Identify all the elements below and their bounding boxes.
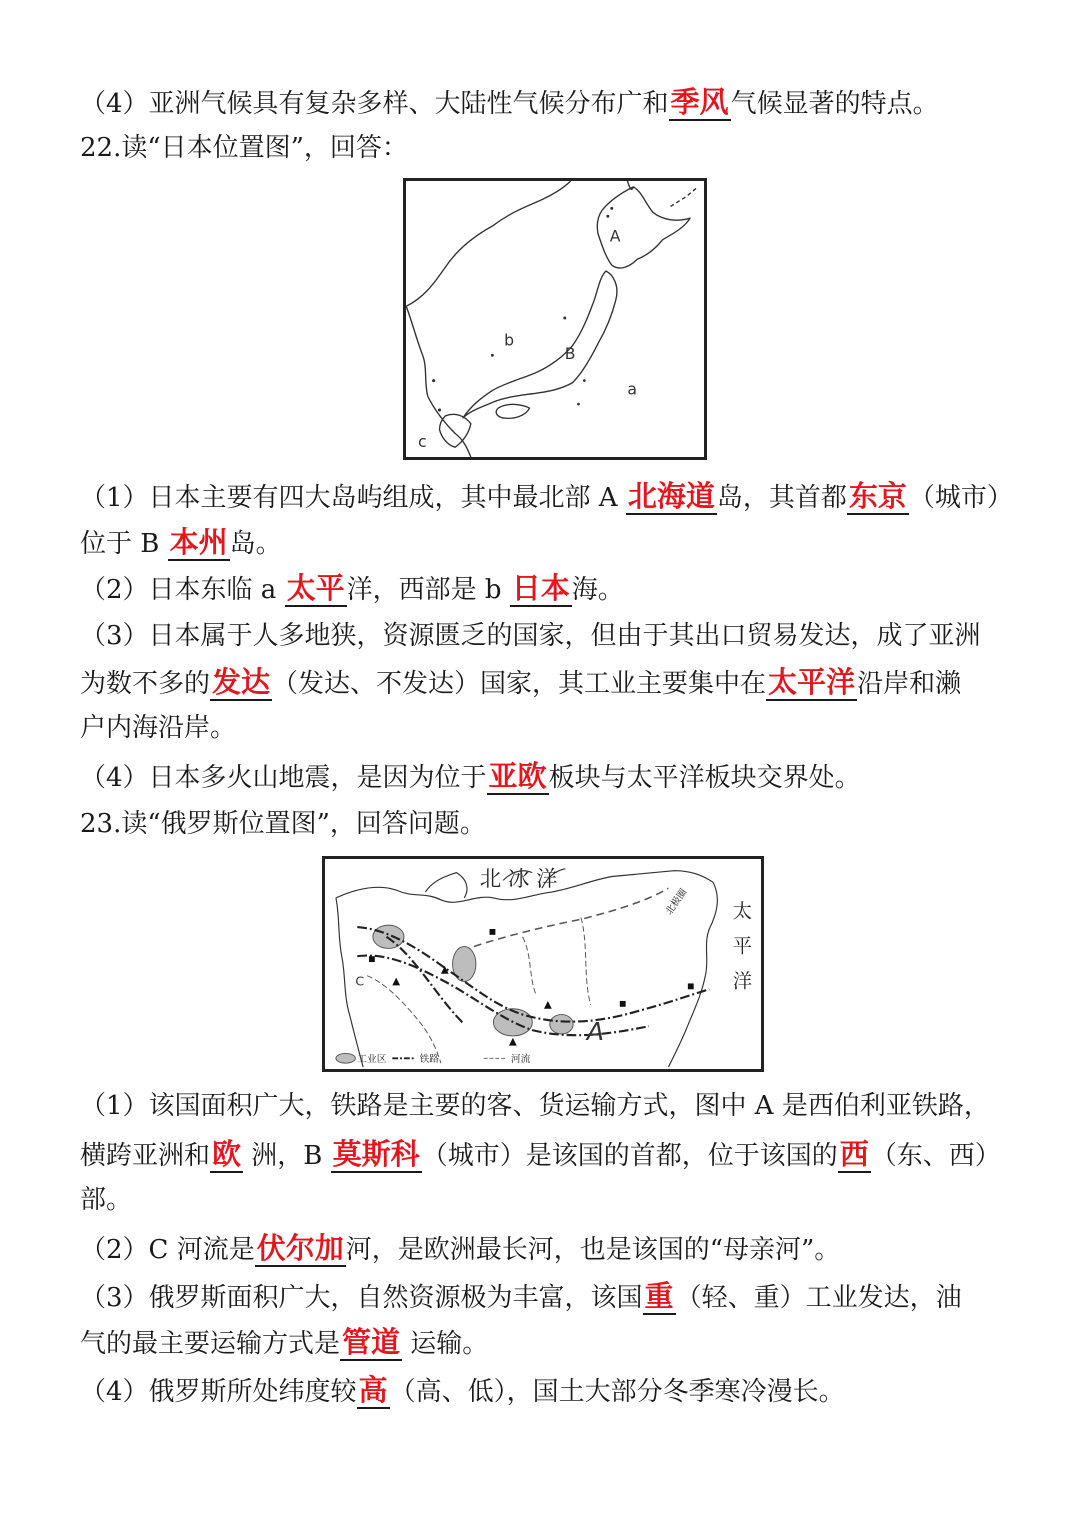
text: 洋，西部是 b bbox=[346, 575, 510, 605]
text: 运输。 bbox=[402, 1329, 489, 1359]
legend-river-label: 河流 bbox=[510, 1054, 531, 1066]
text: 位于 B bbox=[80, 529, 168, 559]
text: 部。 bbox=[80, 1185, 133, 1215]
map-label-arctic-ocean: 北 冰 洋 bbox=[479, 867, 558, 893]
answer-blank: 高 bbox=[358, 1373, 388, 1407]
answer-blank: 发达 bbox=[212, 665, 271, 699]
answer-blank: 东京 bbox=[848, 479, 907, 513]
q23-part2 bbox=[80, 1228, 840, 1270]
text: （2）日本东临 a bbox=[80, 575, 285, 605]
answer-blank: 北海道 bbox=[627, 479, 715, 513]
q23-part3-line2 bbox=[80, 1322, 488, 1364]
text: 横跨亚洲和 bbox=[80, 1141, 211, 1171]
text: （1）日本主要有四大岛屿组成，其中最北部 A bbox=[80, 483, 626, 513]
text: 户内海沿岸。 bbox=[80, 713, 237, 743]
russia-map-figure bbox=[325, 859, 761, 1069]
text: （4）俄罗斯所处纬度较 bbox=[80, 1377, 357, 1407]
answer-blank: 重 bbox=[644, 1279, 674, 1313]
text: 河，是欧洲最长河，也是该国的“母亲河”。 bbox=[345, 1235, 841, 1265]
q23-part1-line2 bbox=[80, 1134, 1001, 1176]
text: （4）日本多火山地震，是因为位于 bbox=[80, 763, 487, 793]
map-label-pacific-3: 洋 bbox=[732, 969, 753, 993]
japan-map-figure bbox=[406, 181, 704, 457]
japan-map bbox=[403, 178, 707, 460]
answer-blank: 季风 bbox=[670, 85, 729, 119]
text: （城市） bbox=[908, 483, 1013, 513]
text: （城市）是该国的首都，位于该国的 bbox=[421, 1141, 838, 1171]
map-label-b: b bbox=[504, 330, 515, 350]
q22-part2 bbox=[80, 568, 624, 610]
text: 气候显著的特点。 bbox=[730, 89, 939, 119]
q22-part1-line2 bbox=[80, 522, 282, 564]
answer-blank: 本州 bbox=[169, 525, 228, 559]
map-label-A: A bbox=[609, 226, 621, 246]
answer-blank: 伏尔加 bbox=[256, 1231, 344, 1265]
text: （2）C 河流是 bbox=[80, 1235, 255, 1265]
text: （3）日本属于人多地狭，资源匮乏的国家，但由于其出口贸易发达，成了亚洲 bbox=[80, 621, 981, 651]
q22-part4 bbox=[80, 756, 861, 798]
text: 沿岸和濑 bbox=[857, 669, 962, 699]
map-label-C: C bbox=[355, 973, 365, 989]
legend-industry-label: 工业区 bbox=[357, 1054, 387, 1066]
map-label-pacific-2: 平 bbox=[732, 934, 753, 958]
map-label-arctic-circle: 北极圈 bbox=[663, 886, 690, 918]
answer-blank: 太平洋 bbox=[768, 665, 856, 699]
question-23-title: 23.读“俄罗斯位置图”，回答问题。 bbox=[80, 809, 486, 839]
legend-rail-label: 铁路 bbox=[419, 1054, 439, 1066]
map-label-B: B bbox=[564, 344, 576, 364]
answer-blank: 莫斯科 bbox=[332, 1137, 420, 1171]
text: （东、西） bbox=[870, 1141, 1001, 1171]
answer-blank: 日本 bbox=[511, 571, 570, 605]
text: （发达、不发达）国家，其工业主要集中在 bbox=[272, 669, 767, 699]
question-22-title: 22.读“日本位置图”，回答： bbox=[80, 133, 408, 163]
map-label-A: A bbox=[586, 1016, 605, 1046]
map-label-pacific-1: 太 bbox=[732, 899, 753, 923]
q22-part3-line3 bbox=[80, 708, 236, 748]
answer-blank: 管道 bbox=[342, 1325, 401, 1359]
answer-blank: 欧 bbox=[212, 1137, 242, 1171]
q23-part1-line3 bbox=[80, 1180, 132, 1220]
text: （轻、重）工业发达，油 bbox=[675, 1283, 962, 1313]
answer-blank: 亚欧 bbox=[488, 759, 547, 793]
text: 气的最主要运输方式是 bbox=[80, 1329, 341, 1359]
text: 洲，B bbox=[243, 1141, 331, 1171]
russia-map bbox=[322, 856, 764, 1072]
q22-part3-line1 bbox=[80, 616, 981, 656]
answer-blank: 西 bbox=[839, 1137, 869, 1171]
text: 岛，其首都 bbox=[716, 483, 847, 513]
map-label-a: a bbox=[627, 379, 638, 399]
q23-part3-line1 bbox=[80, 1276, 962, 1318]
q22-part1-line1 bbox=[80, 476, 1013, 518]
q23-part4 bbox=[80, 1370, 845, 1412]
text: 海。 bbox=[571, 575, 624, 605]
text: 为数不多的 bbox=[80, 669, 211, 699]
map-label-c: c bbox=[417, 432, 427, 452]
map-legend bbox=[336, 1052, 531, 1065]
q22-part3-line2 bbox=[80, 662, 961, 704]
text: 板块与太平洋板块交界处。 bbox=[548, 763, 861, 793]
text: （4）亚洲气候具有复杂多样、大陆性气候分布广和 bbox=[80, 89, 669, 119]
text: 岛。 bbox=[229, 529, 282, 559]
q23-part1-line1 bbox=[80, 1086, 990, 1126]
text: （高、低），国土大部分冬季寒冷漫长。 bbox=[389, 1377, 845, 1407]
answer-blank: 太平 bbox=[286, 571, 345, 605]
text: （3）俄罗斯面积广大，自然资源极为丰富，该国 bbox=[80, 1283, 643, 1313]
text: （1）该国面积广大，铁路是主要的客、货运输方式，图中 A 是西伯利亚铁路， bbox=[80, 1091, 990, 1121]
intro-line bbox=[80, 82, 939, 124]
